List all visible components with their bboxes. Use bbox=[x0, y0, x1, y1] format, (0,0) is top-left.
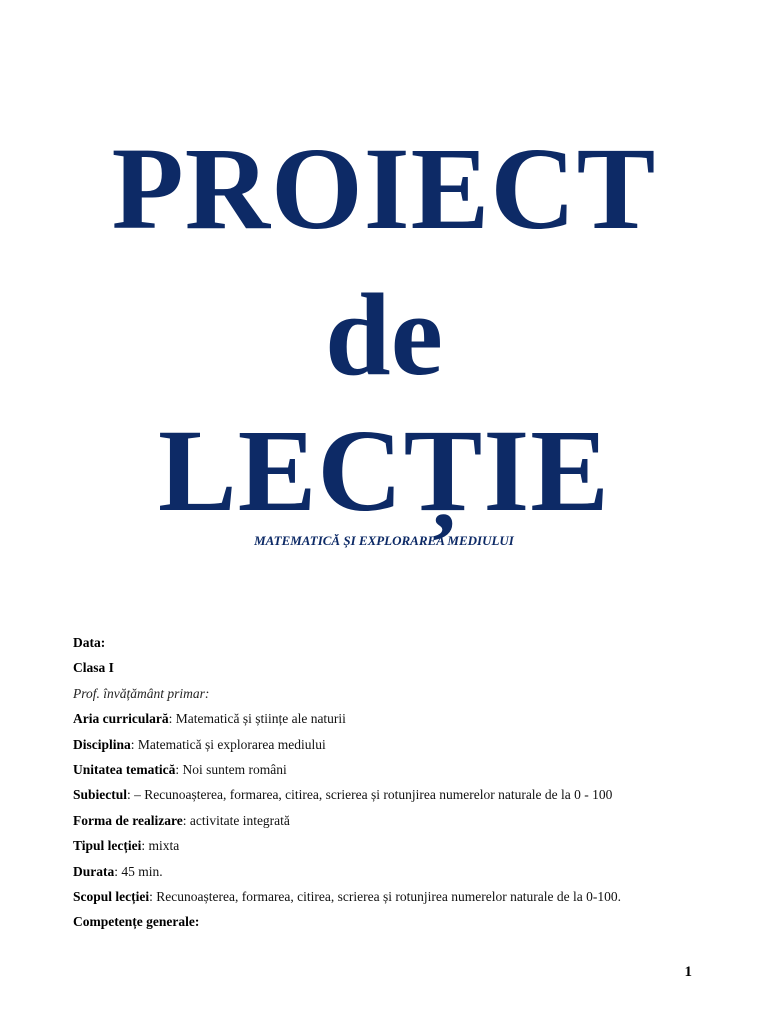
field-disciplina-value: : Matematică și explorarea mediului bbox=[130, 736, 326, 752]
field-data-label: Data: bbox=[73, 635, 106, 650]
field-aria bbox=[73, 706, 713, 731]
field-subiectul bbox=[73, 782, 713, 807]
field-competente-label: Competențe generale: bbox=[73, 914, 200, 930]
field-competente bbox=[73, 909, 713, 934]
lesson-details bbox=[73, 630, 713, 935]
field-durata-label: Durata bbox=[73, 863, 115, 879]
field-durata bbox=[73, 859, 713, 884]
field-forma-value: : activitate integrată bbox=[182, 812, 290, 828]
field-disciplina-label: Disciplina bbox=[73, 736, 131, 752]
field-subiectul-label: Subiectul bbox=[73, 787, 128, 803]
field-tipul-value: : mixta bbox=[141, 838, 180, 854]
title-line-lectie: LECȚIE bbox=[158, 405, 610, 536]
field-unitatea bbox=[73, 757, 713, 782]
field-aria-label: Aria curriculară bbox=[73, 711, 169, 727]
field-forma bbox=[73, 808, 713, 833]
field-tipul-label: Tipul lecției bbox=[73, 838, 142, 854]
field-scopul bbox=[73, 884, 713, 909]
field-clasa bbox=[73, 655, 713, 680]
subtitle: MATEMATICĂ ȘI EXPLORAREA MEDIULUI bbox=[254, 533, 514, 548]
field-prof-label: Prof. învățământ primar: bbox=[73, 685, 210, 701]
title-line-proiect: PROIECT bbox=[111, 123, 657, 254]
field-scopul-label: Scopul lecției bbox=[73, 889, 150, 905]
field-durata-value: : 45 min. bbox=[114, 863, 163, 879]
field-forma-label: Forma de realizare bbox=[73, 812, 183, 828]
field-data bbox=[73, 630, 713, 655]
field-clasa-label: Clasa I bbox=[73, 660, 114, 676]
page-number: 1 bbox=[684, 964, 692, 980]
field-subiectul-value: : – Recunoașterea, formarea, citirea, scrierea și rotunjirea numerelor naturale de la 0 - 100 bbox=[127, 787, 613, 803]
field-unitatea-value: : Noi suntem români bbox=[175, 762, 287, 778]
field-unitatea-label: Unitatea tematică bbox=[73, 762, 176, 778]
field-aria-value: : Matematică și științe ale naturii bbox=[168, 711, 346, 727]
title-line-de: de bbox=[325, 269, 443, 400]
field-tipul bbox=[73, 833, 713, 858]
field-disciplina bbox=[73, 732, 713, 757]
field-prof bbox=[73, 681, 713, 706]
field-scopul-value: : Recunoașterea, formarea, citirea, scrierea și rotunjirea numerelor naturale de la 0-100. bbox=[149, 889, 622, 905]
